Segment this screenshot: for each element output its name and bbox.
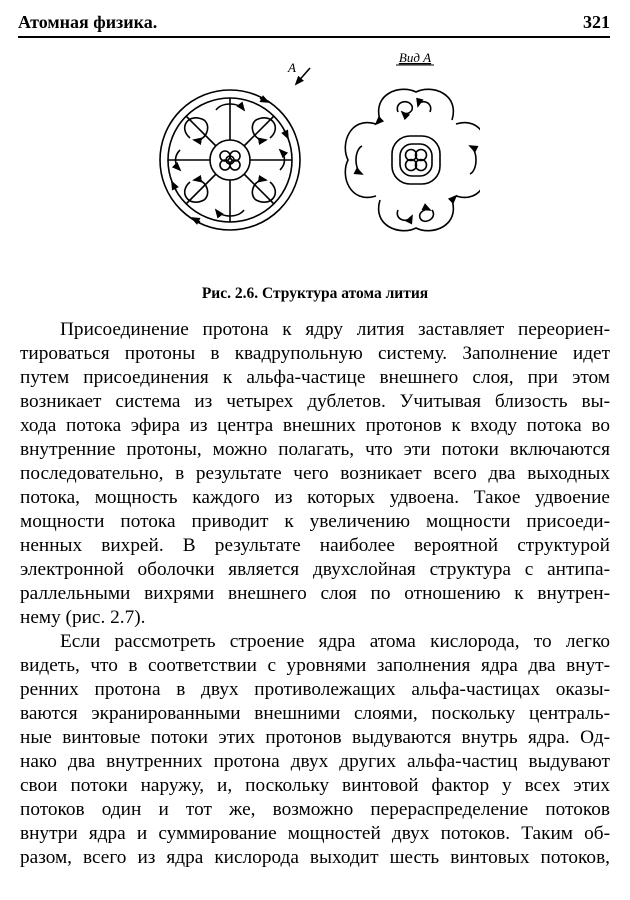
- text-line: ные винтовые потоки этих протонов выдуваются внутрь ядра. Од-: [20, 727, 610, 748]
- text-line: нему (рис. 2.7).: [20, 607, 146, 628]
- running-header: [18, 10, 610, 38]
- figure-caption: Рис. 2.6. Структура атома лития: [201, 285, 429, 302]
- text-line: Присоединение протона к ядру лития заставляет переориен-: [60, 319, 610, 340]
- text-line: хода потока эфира из центра внешних протонов к входу потока во: [20, 415, 610, 436]
- text-line: мощности потока приводит к увеличению мощности присоеди-: [20, 511, 610, 532]
- text-line: Если рассмотреть строение ядра атома кислорода, то легко: [60, 631, 610, 652]
- text-line: свои потоки наружу, и, поскольку винтовой фактор у всех этих: [20, 775, 610, 796]
- text-line: ренних протона в двух противолежащих альфа-частицах оказы-: [20, 679, 610, 700]
- body-text: [20, 318, 610, 870]
- text-line: тироваться протоны в квадрупольную систему. Заполнение идет: [20, 343, 610, 364]
- text-line: раллельными вихрями внешнего слоя по отношению к внутрен-: [20, 583, 610, 604]
- text-line: путем присоединения к альфа-частице внешнего слоя, при этом: [20, 367, 610, 388]
- text-line: потоков один и тот же, возможно перераспределение потоков: [20, 799, 610, 820]
- text-line: потока, мощность каждого из которых удвоена. Такое удвоение: [20, 487, 610, 508]
- text-line: внутренние протоны, можно полагать, что эти потоки включаются: [20, 439, 610, 460]
- text-line: видеть, что в соответствии с уровнями заполнения ядра два внут-: [20, 655, 610, 676]
- figure-2-6: [150, 50, 480, 255]
- left-atom-view: [160, 90, 300, 230]
- text-line: внутри ядра и суммирование мощностей двух потоков. Таким об-: [20, 823, 610, 844]
- lithium-atom-diagram: [150, 50, 480, 255]
- view-a-label: [396, 50, 434, 65]
- right-atom-view: [345, 89, 480, 230]
- text-line: электронной оболочки является двухслойная структура с антипа-: [20, 559, 610, 580]
- text-line: последовательно, в результате чего возникает всего два выходных: [20, 463, 610, 484]
- view-arrow-a: [287, 60, 310, 84]
- text-line: нако два внутренних протона двух других альфа-частиц выдувают: [20, 751, 610, 772]
- text-line: разом, всего из ядра кислорода выходит шесть винтовых потоков,: [20, 847, 610, 868]
- page-number: 321: [583, 12, 610, 32]
- label-a: A: [288, 60, 296, 75]
- text-line: ненных вихрей. В результате наиболее вероятной структурой: [20, 535, 610, 556]
- text-line: ваются экранированными внешними слоями, поскольку централь-: [20, 703, 610, 724]
- label-view-a: Вид А: [398, 50, 432, 65]
- text-line: возникает система из четырех дублетов. Учитывая близость вы-: [20, 391, 610, 412]
- chapter-title: Атомная физика.: [18, 12, 158, 32]
